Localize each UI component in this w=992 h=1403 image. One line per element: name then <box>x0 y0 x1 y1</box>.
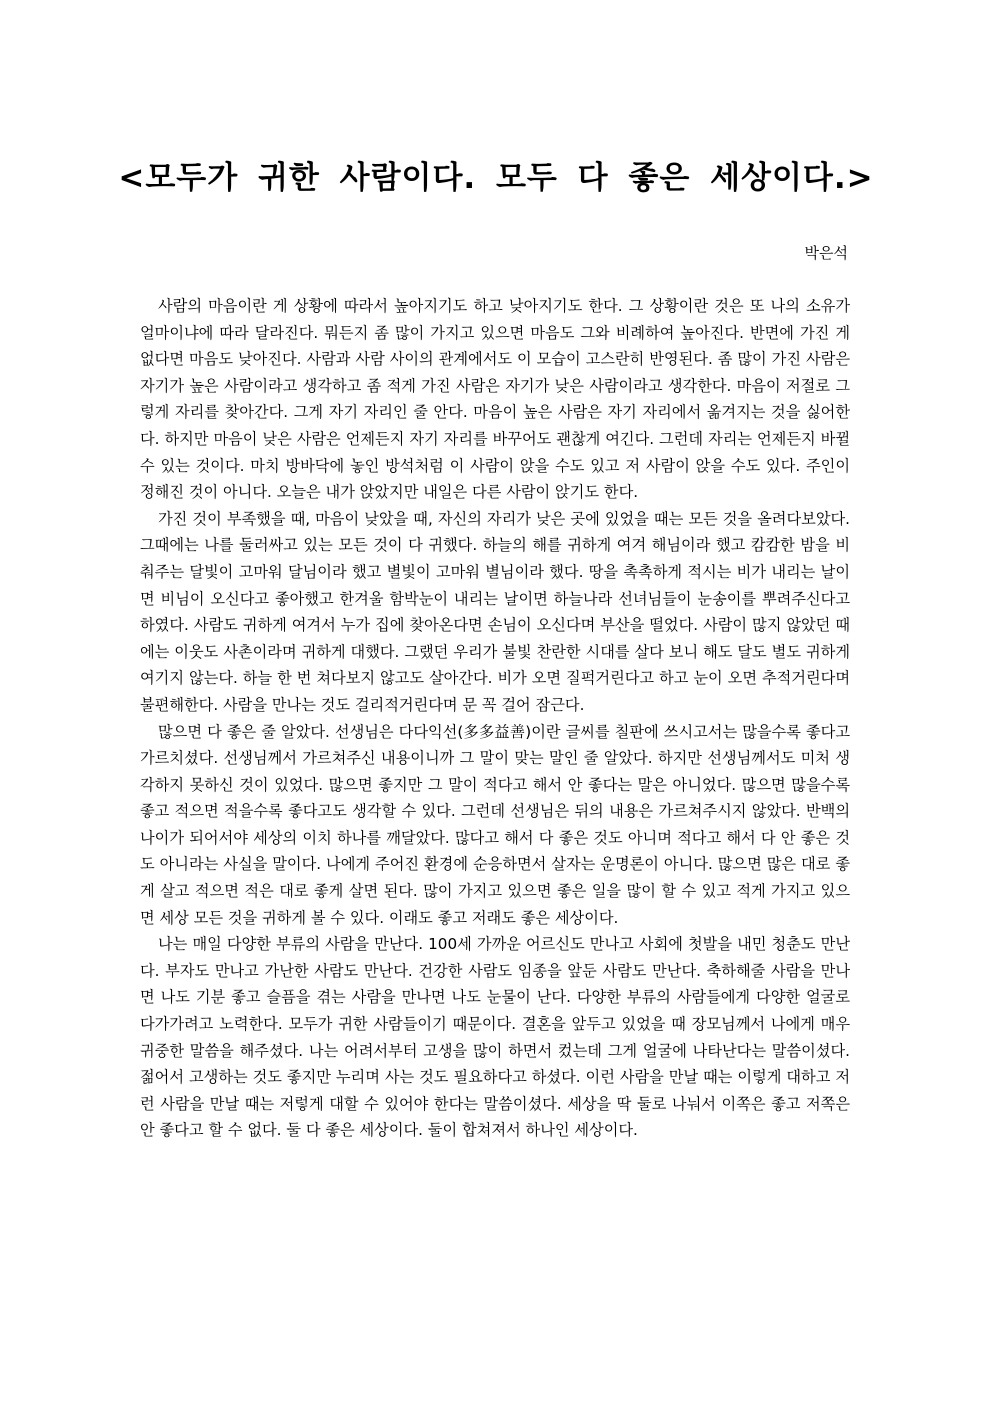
document-body <box>140 293 850 1144</box>
paragraph: 많으면 다 좋은 줄 알았다. 선생님은 다다익선(多多益善)이란 글씨를 칠판에 쓰시고서는 많을수록 좋다고 가르치셨다. 선생님께서 가르쳐주신 내용이니까 그 말이 맞는 말인 줄 알았다. 하지만 선생님께서도 미처 생각하지 못하신 것이 있었다. 많으면 좋지만 그 말이 적다고 해서 안 좋다는 말은 아니었다. 많으면 많을수록 좋고 적으면 적을수록 좋다고도 생각할 수 있다. 그런데 선생님은 뒤의 내용은 가르쳐주시지 않았다. 반백의 나이가 되어서야 세상의 이치 하나를 깨달았다. 많다고 해서 다 좋은 것도 아니며 적다고 해서 다 안 좋은 것도 아니라는 사실을 말이다. 나에게 주어진 환경에 순응하면서 살자는 운명론이 아니다. 많으면 많은 대로 좋게 살고 적으면 적은 대로 좋게 살면 된다. 많이 가지고 있으면 좋은 일을 많이 할 수 있고 적게 가지고 있으면 세상 모든 것을 귀하게 볼 수 있다. 이래도 좋고 저래도 좋은 세상이다. <box>140 722 850 927</box>
document-title: <모두가 귀한 사람이다. 모두 다 좋은 세상이다.> <box>118 160 874 196</box>
author-name: 박은석 <box>804 244 848 262</box>
paragraph: 사람의 마음이란 게 상황에 따라서 높아지기도 하고 낮아지기도 한다. 그 상황이란 것은 또 나의 소유가 얼마이냐에 따라 달라진다. 뭐든지 좀 많이 가지고 있으면 마음도 그와 비례하여 높아진다. 반면에 가진 게 없다면 마음도 낮아진다. 사람과 사람 사이의 관계에서도 이 모습이 고스란히 반영된다. 좀 많이 가진 사람은 자기가 높은 사람이라고 생각하고 좀 적게 가진 사람은 자기가 낮은 사람이라고 생각한다. 마음이 저절로 그렇게 자리를 찾아간다. 그게 자기 자리인 줄 안다. 마음이 높은 사람은 자기 자리에서 옮겨지는 것을 싫어한다. 하지만 마음이 낮은 사람은 언제든지 자기 자리를 바꾸어도 괜찮게 여긴다. 그런데 자리는 언제든지 바뀔 수 있는 것이다. 마치 방바닥에 놓인 방석처럼 이 사람이 앉을 수도 있고 저 사람이 앉을 수도 있다. 주인이 정해진 것이 아니다. 오늘은 내가 앉았지만 내일은 다른 사람이 앉기도 한다. <box>140 297 850 502</box>
paragraph: 나는 매일 다양한 부류의 사람을 만난다. 100세 가까운 어르신도 만나고 사회에 첫발을 내민 청춘도 만난다. 부자도 만나고 가난한 사람도 만난다. 건강한 사람도 임종을 앞둔 사람도 만난다. 축하해줄 사람을 만나면 나도 기분 좋고 슬픔을 겪는 사람을 만나면 나도 눈물이 난다. 다양한 부류의 사람들에게 다양한 얼굴로 다가가려고 노력한다. 모두가 귀한 사람들이기 때문이다. 결혼을 앞두고 있었을 때 장모님께서 나에게 매우 귀중한 말씀을 해주셨다. 나는 어려서부터 고생을 많이 하면서 컸는데 그게 얼굴에 나타난다는 말씀이셨다. 젊어서 고생하는 것도 좋지만 누리며 사는 것도 필요하다고 하셨다. 이런 사람을 만날 때는 이렇게 대하고 저런 사람을 만날 때는 저렇게 대할 수 있어야 한다는 말씀이셨다. 세상을 딱 둘로 나눠서 이쪽은 좋고 저쪽은 안 좋다고 할 수 없다. 둘 다 좋은 세상이다. 둘이 합쳐져서 하나인 세상이다. <box>140 935 850 1140</box>
paragraph: 가진 것이 부족했을 때, 마음이 낮았을 때, 자신의 자리가 낮은 곳에 있었을 때는 모든 것을 올려다보았다. 그때에는 나를 둘러싸고 있는 모든 것이 다 귀했다. 하늘의 해를 귀하게 여겨 해님이라 했고 캄캄한 밤을 비춰주는 달빛이 고마워 달님이라 했고 별빛이 고마워 별님이라 했다. 땅을 촉촉하게 적시는 비가 내리는 날이면 비님이 오신다고 좋아했고 한겨울 함박눈이 내리는 날이면 하늘나라 선녀님들이 눈송이를 뿌려주신다고 하였다. 사람도 귀하게 여겨서 누가 집에 찾아온다면 손님이 오신다며 부산을 떨었다. 사람이 많지 않았던 때에는 이웃도 사촌이라며 귀하게 대했다. 그랬던 우리가 불빛 찬란한 시대를 살다 보니 해도 달도 별도 귀하게 여기지 않는다. 하늘 한 번 쳐다보지 않고도 살아간다. 비가 오면 질퍽거린다고 하고 눈이 오면 추적거린다며 불편해한다. 사람을 만나는 것도 걸리적거린다며 문 꼭 걸어 잠근다. <box>140 509 850 714</box>
